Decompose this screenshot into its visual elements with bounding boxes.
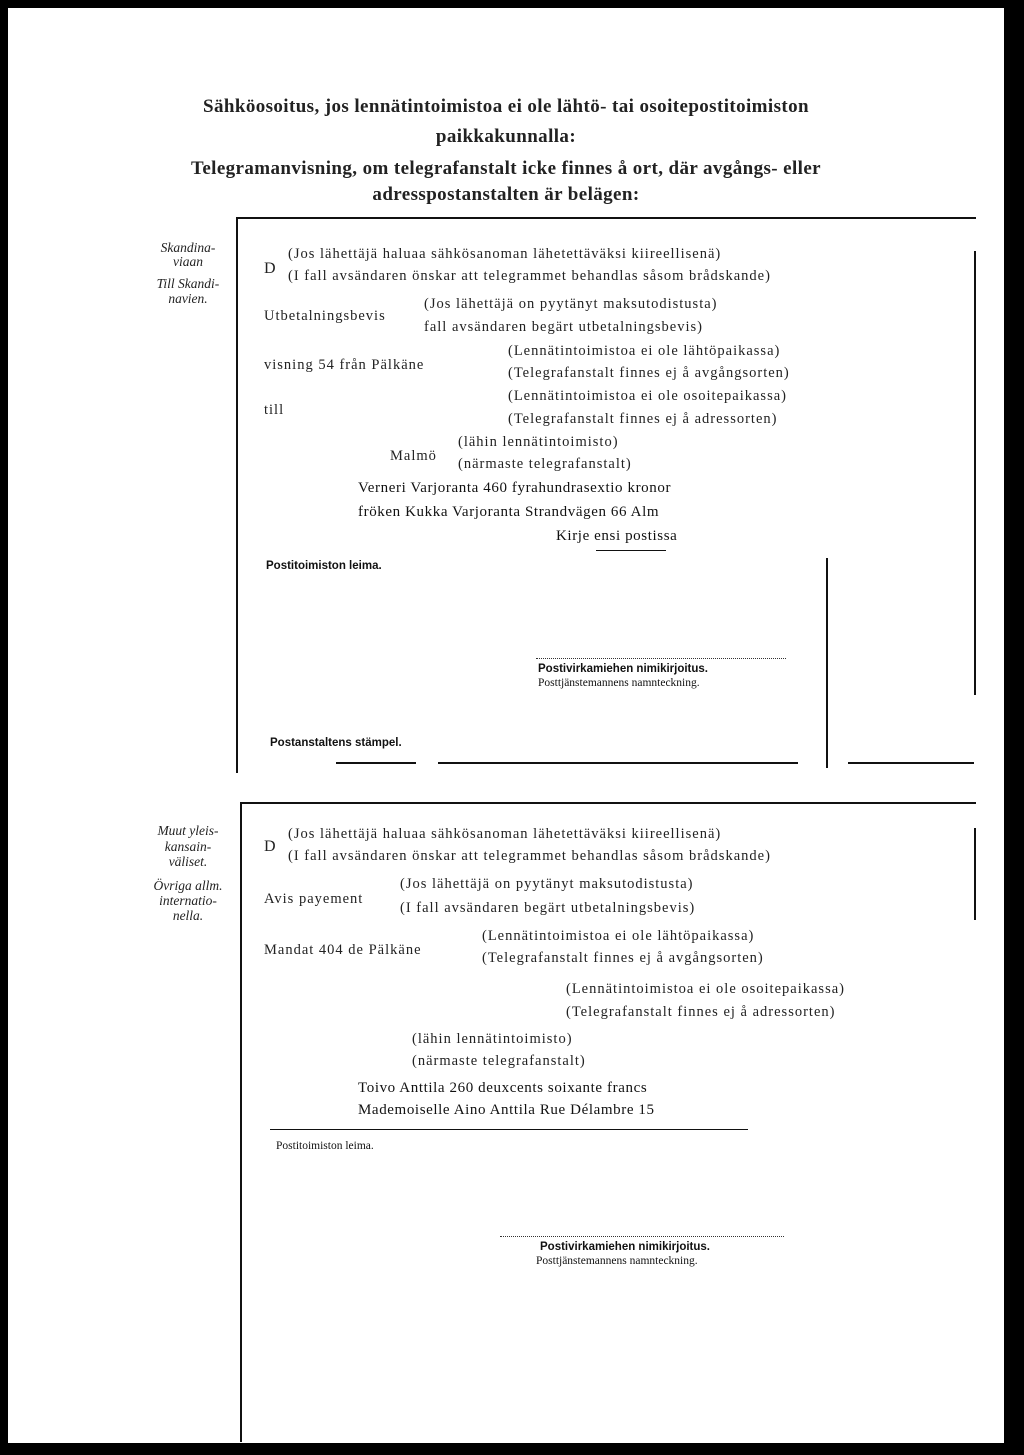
section1-receipt-label: Utbetalningsbevis	[264, 308, 386, 324]
section1-visning: visning 54 från Pälkäne	[264, 357, 425, 373]
section1-urgent-sv: (I fall avsändaren önskar att telegrammet behandlas såsom brådskande)	[288, 268, 771, 284]
section1-bottom-rule-b	[438, 762, 798, 764]
section2-dest-fi: (Lennätintoimistoa ei ole osoitepaikassa)	[566, 981, 845, 997]
section1-note: Kirje ensi postissa	[556, 528, 678, 544]
section2-origin-sv: (Telegrafanstalt finnes ej å avgångsorten)	[482, 950, 764, 966]
section1-top-rule	[236, 217, 976, 219]
section1-city: Malmö	[390, 448, 437, 464]
section1-dest-fi: (Lennätintoimistoa ei ole osoitepaikassa)	[508, 388, 787, 404]
section1-dest-sv: (Telegrafanstalt finnes ej å adressorten)	[508, 411, 778, 427]
section1-signature-fi: Postivirkamiehen nimikirjoitus.	[538, 663, 708, 675]
section1-amount-line: Verneri Varjoranta 460 fyrahundrasextio kronor	[358, 480, 672, 496]
section1-receipt-sv: fall avsändaren begärt utbetalningsbevis)	[424, 319, 703, 335]
section2-d-mark: D	[264, 838, 277, 855]
section1-side-sv-2: navien.	[168, 291, 208, 306]
section2-divider	[270, 1129, 748, 1130]
section1-postmark-label: Postitoimiston leima.	[266, 560, 382, 572]
section2-urgent-fi: (Jos lähettäjä haluaa sähkösanoman lähetettäväksi kiireellisenä)	[288, 826, 722, 842]
section1-nearest-sv: (närmaste telegrafanstalt)	[458, 456, 632, 472]
section2-mandat: Mandat 404 de Pälkäne	[264, 942, 422, 958]
section1-bottom-rule-a	[336, 762, 416, 764]
section1-nearest-fi: (lähin lennätintoimisto)	[458, 434, 619, 450]
header-title-sv-cont: adresspostanstalten är belägen:	[372, 184, 640, 205]
header-title-fi-cont: paikkakunnalla:	[435, 126, 577, 147]
section2-side-fi-1: Muut yleis-	[157, 823, 219, 838]
section2-postmark-label: Postitoimiston leima.	[276, 1140, 374, 1152]
section2-side-sv-1: Övriga allm.	[153, 878, 223, 893]
section1-d-mark: D	[264, 260, 277, 277]
section2-receipt-label: Avis payement	[264, 891, 364, 907]
section1-receipt-fi: (Jos lähettäjä on pyytänyt maksutodistusta)	[424, 296, 718, 312]
section2-signature-sv: Posttjänstemannens namnteckning.	[536, 1255, 698, 1267]
section2-side-sv-3: nella.	[172, 908, 204, 923]
section1-right-border	[974, 251, 976, 695]
section2-signature-line	[500, 1236, 784, 1237]
section2-side-fi-2: kansain-	[164, 839, 212, 854]
section1-side-fi-1: Skandina-	[160, 240, 216, 255]
section1-till: till	[264, 402, 285, 418]
section1-bottom-rule-c	[848, 762, 974, 764]
section1-inner-border	[826, 558, 828, 768]
section2-top-rule	[240, 802, 976, 804]
section1-stamp-label: Postanstaltens stämpel.	[270, 737, 402, 749]
section2-recipient-line: Mademoiselle Aino Anttila Rue Délambre 15	[358, 1102, 655, 1118]
header-title-sv: Telegramanvisning, om telegrafanstalt icke finnes å ort, där avgångs- eller	[190, 158, 822, 179]
section2-amount-line: Toivo Anttila 260 deuxcents soixante francs	[358, 1080, 648, 1096]
section2-side-fi-3: väliset.	[168, 854, 208, 869]
section1-signature-line	[536, 658, 786, 659]
section2-nearest-sv: (närmaste telegrafanstalt)	[412, 1053, 586, 1069]
section1-origin-sv: (Telegrafanstalt finnes ej å avgångsorten)	[508, 365, 790, 381]
section1-urgent-fi: (Jos lähettäjä haluaa sähkösanoman lähetettäväksi kiireellisenä)	[288, 246, 722, 262]
section2-nearest-fi: (lähin lennätintoimisto)	[412, 1031, 573, 1047]
section1-recipient-line: fröken Kukka Varjoranta Strandvägen 66 Alm	[358, 504, 660, 520]
section2-side-sv-2: internatio-	[159, 893, 217, 908]
section1-side-sv-1: Till Skandi-	[156, 276, 220, 291]
section2-signature-fi: Postivirkamiehen nimikirjoitus.	[540, 1241, 710, 1253]
section2-receipt-fi: (Jos lähettäjä on pyytänyt maksutodistusta)	[400, 876, 694, 892]
section1-note-underline	[596, 550, 666, 551]
section2-origin-fi: (Lennätintoimistoa ei ole lähtöpaikassa)	[482, 928, 755, 944]
section2-right-border	[974, 828, 976, 920]
section2-receipt-sv: (I fall avsändaren begärt utbetalningsbevis)	[400, 900, 696, 916]
telegram-form-page	[8, 8, 1004, 1443]
section1-side-fi-2: viaan	[173, 254, 203, 269]
section2-urgent-sv: (I fall avsändaren önskar att telegrammet behandlas såsom brådskande)	[288, 848, 771, 864]
section2-dest-sv: (Telegrafanstalt finnes ej å adressorten)	[566, 1004, 836, 1020]
header-title-fi: Sähköosoitus, jos lennätintoimistoa ei ole lähtö- tai osoitepostitoimiston	[203, 96, 809, 117]
section1-origin-fi: (Lennätintoimistoa ei ole lähtöpaikassa)	[508, 343, 781, 359]
section1-signature-sv: Posttjänstemannens namnteckning.	[538, 677, 700, 689]
